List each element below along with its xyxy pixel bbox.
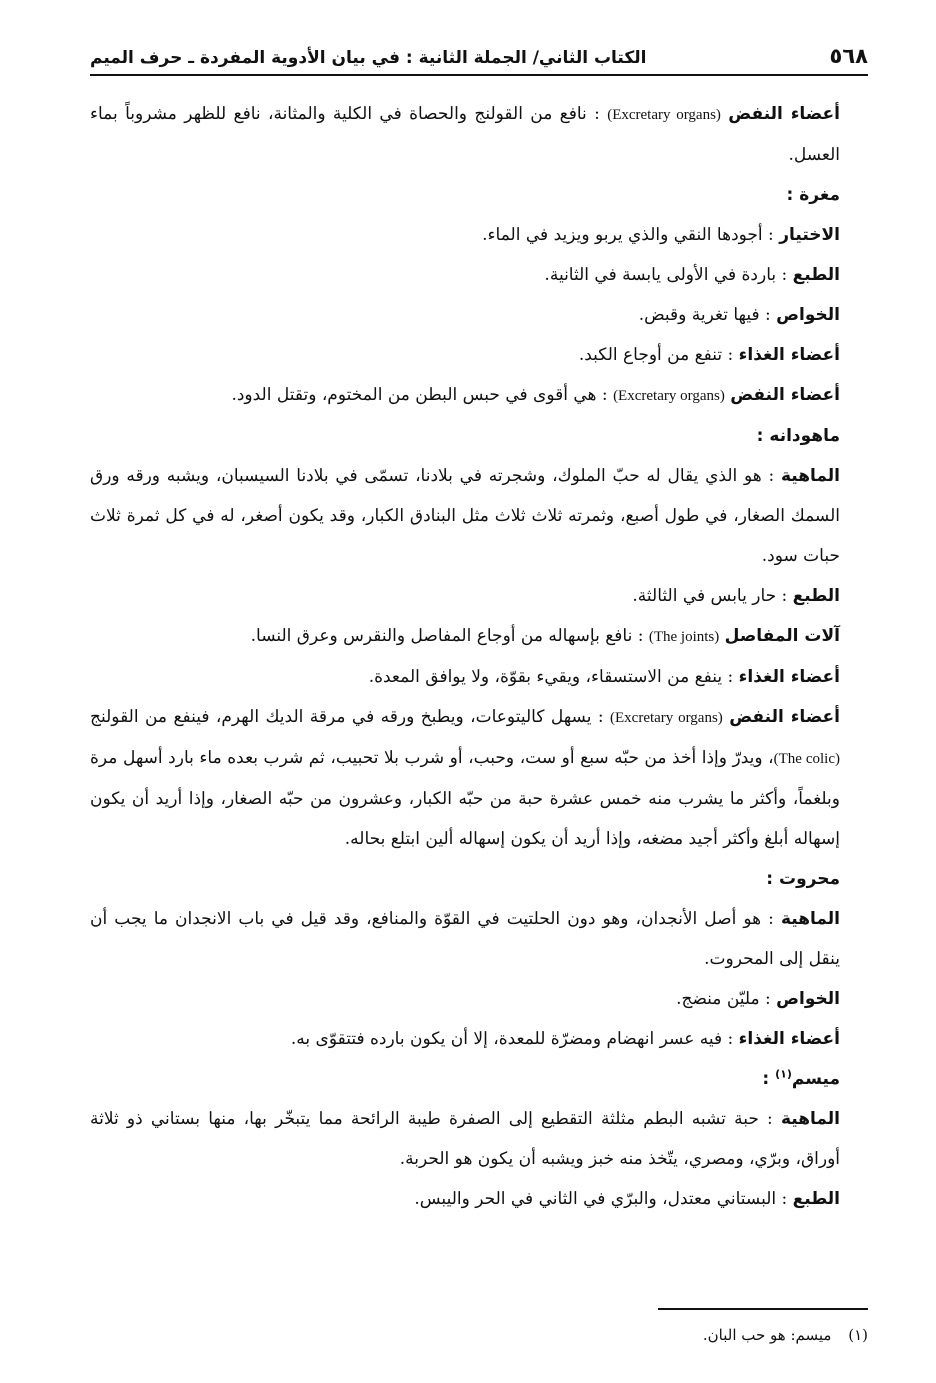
page-body [90,94,868,1219]
paragraph [90,899,868,979]
paragraph [90,335,868,375]
entry-text: : هي أقوى في حبس البطن من المختوم، وتقتل الدود. [231,385,614,405]
entry-term: أعضاء الغذاء [738,1029,840,1049]
paragraph [90,215,868,255]
entry-term: الطبع [792,586,840,606]
entry-text: : نافع بإسهاله من أوجاع المفاصل والنقرس وعرق النسا. [250,626,649,646]
paragraph [90,94,868,175]
section-heading: ماهودانه : [756,426,840,446]
entry-text: : نافع من القولنج والحصاة في الكلية والمثانة، نافع للظهر مشروباً بماء العسل. [90,104,840,165]
paragraph [90,576,868,616]
paragraph [90,1099,868,1179]
entry-text: : أجودها النقي والذي يربو ويزيد في الماء. [482,225,780,245]
entry-text: : مليّن منضج. [676,989,777,1009]
entry-term: الطبع [792,1189,840,1209]
english-gloss: (Excretary organs) [610,710,723,726]
paragraph [90,255,868,295]
paragraph [90,616,868,657]
section-heading [90,1059,868,1099]
heading-text: ميسم [791,1069,840,1089]
entry-text: : هو أصل الأنجدان، وهو دون الحلتيت في القوّة والمنافع، وقد قيل في باب الانجدان ما يجب أن ينقل إلى المحروت. [90,909,840,969]
entry-term: الاختيار [779,225,840,245]
footnote-mark: (١) [848,1326,868,1344]
entry-text: : فيها تغرية وقبض. [638,305,777,325]
entry-term: آلات المفاصل [724,626,840,646]
english-gloss: (Excretary organs) [607,107,721,123]
entry-term: الماهية [780,466,840,486]
paragraph [90,375,868,416]
entry-text: : تنفع من أوجاع الكبد. [578,345,739,365]
entry-term: الخواص [776,305,840,325]
entry-term: الطبع [792,265,840,285]
section-heading: مغرة : [786,185,840,205]
english-gloss: (Excretary organs) [613,388,725,404]
paragraph [90,979,868,1019]
paragraph [90,657,868,697]
paragraph [90,1179,868,1219]
entry-term: أعضاء النفض [728,104,840,124]
running-title: الكتاب الثاني/ الجملة الثانية : في بيان الأدوية المفردة ـ حرف الميم [90,48,647,68]
entry-text: : حبة تشبه البطم مثلثة التقطيع إلى الصفرة طيبة الرائحة مما يتبخّر بها، منها بستاني ذو ثلاثة أوراق، وبرّي، ومصري، يتّخذ منه خبز ويشبه أن يكون هو الحربة. [90,1109,840,1169]
heading-colon: : [762,1069,776,1089]
entry-text: : البستاني معتدل، والبرّي في الثاني في الحر واليبس. [414,1189,793,1209]
entry-text: : هو الذي يقال له حبّ الملوك، وشجرته في بلادنا، تسمّى في بلادنا السيسبان، ويشبه ورقه ورق السمك الصغار، في طول أصبع، وثمرته ثلاث ثلاث مثل البنادق الكبار، وقد يكون أصغر، له في كل ثمرة ثلاث حبات سود. [90,466,840,566]
entry-term: الماهية [780,1109,840,1129]
footnote [90,1320,868,1350]
entry-term: أعضاء الغذاء [738,667,840,687]
entry-text: : حار يابس في الثالثة. [632,586,793,606]
page-header [90,30,868,76]
paragraph [90,1019,868,1059]
paragraph [90,697,868,859]
entry-term: الخواص [776,989,840,1009]
entry-text: : فيه عسر انهضام ومضرّة للمعدة، إلا أن يكون بارده فتتقوّى به. [290,1029,739,1049]
paragraph [90,456,868,576]
footnote-divider [658,1308,868,1310]
entry-text: : باردة في الأولى يابسة في الثانية. [544,265,793,285]
footnote-text: ميسم: هو حب البان. [702,1326,832,1344]
paragraph [90,295,868,335]
entry-text: : ينفع من الاستسقاء، ويقيء بقوّة، ولا يوافق المعدة. [368,667,739,687]
section-heading: محروت : [766,869,840,889]
entry-term: أعضاء الغذاء [738,345,840,365]
english-gloss: (The colic) [773,751,840,767]
entry-term: الماهية [780,909,840,929]
entry-term: أعضاء النفض [730,385,840,405]
entry-text: ، ويدرّ وإذا أخذ من حبّه سبع أو ست، وحبب، أو شرب بلا تحبيب، ثم شرب بعده ماء بارد أسهل مرة وبلغماً، وأكثر ما يشرب منه خمس عشرة حبة من حبّه الكبار، وعشرون من حبّه الصغار، وإذا أريد أن يكون إسهاله أبلغ وأكثر أجيد مضغه، وإذا أريد أن يكون إسهاله ألين ابتلع بحاله. [90,748,840,849]
page-number: ٥٦٨ [829,44,868,68]
english-gloss: (The joints) [648,629,720,645]
book-page [90,30,868,1370]
entry-term: أعضاء النفض [729,707,840,727]
entry-text: : يسهل كاليتوعات، ويطبخ ورقه في مرقة الديك الهرم، فينفع من القولنج [90,707,611,727]
footnote-reference: (١) [775,1067,792,1081]
